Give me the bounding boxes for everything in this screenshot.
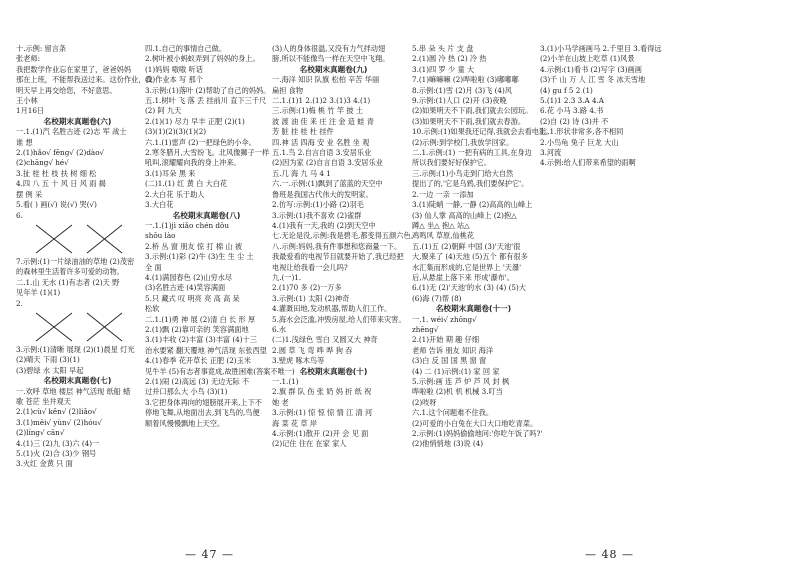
answer-line: 2.旗 群 队 伤 张 奶 妈 折 纸 祝 [272, 387, 372, 397]
matching-lines [32, 221, 127, 257]
answer-line: (3)千 山 万 人 江 雪 冬 冰天雪地 [540, 75, 646, 85]
answer-line: (二)1.(1) 红 黄 白 大白花 [145, 179, 228, 189]
answer-line: 5.海水会泛滥,冲毁房屋,给人们带来灾害。 [272, 314, 406, 324]
page-number-right: — 48 — [585, 548, 634, 561]
answer-line: 二.1.山 无水 (1)有志者 (2)天 野 [16, 277, 120, 287]
answer-line: 4.示例:给人们带来希望的雨啊 [540, 158, 636, 168]
answer-line: 2.(1)开始 期 趣 仔细 [412, 335, 480, 345]
answer-line: 6.水 [272, 324, 287, 334]
answer-line: 提出了的,'它是乌鸦,我们要保护它'。 [412, 179, 529, 189]
answer-line: 七.无论是没,示例:我是碧毛,都变得五颜六色。 [272, 231, 418, 241]
answer-line: (3)(1)(2)(3)(1)(2) [145, 127, 207, 137]
answer-line: 五.(1)五 (2)朝鲜 中国 (3)'天池'很 [412, 241, 521, 251]
answer-line: 歌 苍茫 坐井观天 [16, 396, 71, 406]
answer-line: 一.1.(1)jì xiǎo chén dǒu [145, 220, 229, 230]
answer-line: 那在上班，不能帮我送过来。这份作业，我 [16, 75, 153, 85]
answer-line: 4.(1)春季 花开草长 正肥 (2)玉米 [145, 356, 251, 366]
answer-line: 大,聚来了 (4)天池 (5)五个 都有很多 [412, 252, 528, 262]
answer-line: 后,从悬崖上落下来 形成'瀑布'。 [412, 272, 514, 282]
answer-line: 二.1.示例:(1) 一把有病的工具,在身边 [412, 148, 532, 158]
answer-line: (二)1.浅绿色 雪白 又圆又大 神奇 [272, 335, 378, 345]
answer-line: 5.只 藏式 叹 明亮 亮 高 高 呆 [145, 293, 240, 303]
answer-line: 6.花 小马 3.路 4.书 [540, 106, 604, 116]
answer-line: 王小林 [16, 96, 38, 106]
answer-line: 2.(1)70 多 (2)一万多 [272, 283, 342, 293]
answer-line: 3.示例:(1)彩 (2)牛 (3)生 生 尘 土 [145, 252, 254, 262]
answer-line: 2.桥 丛 窗 朋友 惊 打 棉 山 被 [145, 241, 243, 251]
answer-line: 明天早上再交给您，不好意思。 [16, 85, 117, 95]
answer-line: 全 面 [145, 262, 162, 272]
answer-line: 2.小鸟龟 兔子 巨龙 大山 [540, 137, 619, 147]
answer-line: 2.(1)(1) 尽力 早丰 正肥 (2)(1) [145, 116, 245, 126]
answer-line: 见牛羊 (5)有志者事竟成,故胜困难(答案不唯一) [145, 366, 295, 376]
answer-line: 5.示例:画 连 芦 炉 芦 风 封 枫 [412, 377, 510, 386]
answer-line: 4.(1)三 (2)九 (3)六 (4)一 [16, 438, 100, 448]
answer-line: (2)可爱的小白兔在大口大口地吃青菜。 [412, 418, 538, 428]
answer-line: 六.1.这个问题难不住我。 [412, 408, 494, 418]
answer-line: 五.1.树叶 飞 落 丢 挂前川 直下三千尺 [145, 96, 267, 106]
answer-line: 四.1.自己的事情自己做。 [145, 44, 227, 53]
answer-line: 五.几 海 九 马 4 1 [272, 168, 331, 178]
answer-line: 2.示例:(1)妈妈偷偷地问:'你吃午饭了吗?' [412, 429, 543, 439]
answer-line: 3.(1)小马学画画马 2.千里目 3.看得远 [540, 44, 662, 53]
answer-line: 一.海洋 知识 队旗 松柏 辛苦 华丽 [272, 75, 380, 85]
answer-line: 6. [16, 210, 23, 220]
answer-line: 2.一边 一亲 一添加 [412, 189, 474, 199]
answer-line: 3.(1)四 罗 少 童 大 [412, 64, 475, 74]
answer-line: 5.串 朵 头 片 支 盘 [412, 44, 474, 53]
answer-line: 4.示例:(1)散开 (2)开 会 见 面 [272, 429, 369, 439]
answer-line: (3)碧绿 水 太阳 早起 [16, 365, 84, 375]
answer-line: zhēng√ [412, 324, 439, 334]
answer-line: 10.示例:(1)如果我还记得,我就会去看电影。 [412, 127, 554, 137]
answer-line: (2)因为家 (2)自言自语 3.安居乐业 [272, 158, 383, 168]
answer-line: 水汇集而形成的,它是世界上 '天瀑' [412, 262, 522, 272]
answer-line: 三.示例:(1)梅 桃 竹 竿 披 土 [272, 106, 363, 116]
answer-line: 5.(1)1 2.3 3.A 4.A [540, 96, 604, 106]
answer-line: 2.仿写:示例:(1)小路 (2)羽毛 [272, 200, 364, 210]
answer-line: (2)记住 住在 在家 家人 [272, 439, 347, 449]
answer-line: 4.灌溉田地,发动机器,帮助人们工作。 [272, 304, 392, 314]
answer-line: (3) 仙人掌 高高的山峰上 (2)抱△ [412, 210, 517, 220]
answer-line: 鲁班是我国古代伟大的发明家。 [272, 189, 373, 199]
page-number-left: — 47 — [185, 548, 234, 561]
answer-line: 3.河流 [540, 148, 562, 158]
answer-line: 一.1. wéi√ zhōng√ [412, 314, 477, 324]
answer-line: 4.四 八 五 十 风 日 风 雨 揭 [16, 179, 106, 189]
answer-line: 五.1.鸟 2.自言自语 3.安居乐业 [272, 148, 372, 158]
section-title: 名校期末真题卷(六) [43, 116, 112, 126]
answer-line: 芳 脏 挂 桂 杜 挂件 [272, 127, 334, 137]
answer-line: 3.(1)耳朵 黑 来 [145, 168, 196, 178]
answer-line: 二.1.(1)1 2.(1)2 3.(1)3 4.(1) [272, 96, 371, 106]
answer-line: 一.1.(1) [272, 377, 299, 386]
answer-line: 3.火红 金黄 只 面 [16, 459, 73, 469]
answer-line: 九.(一)1. [272, 272, 302, 282]
matching-lines [32, 309, 127, 345]
answer-line: (6)海 (7)帮 (8) [412, 293, 462, 303]
section-title: 名校期末真题卷(十) [299, 366, 368, 376]
answer-line: 2.树叶被小蚂蚁弄到了妈妈的身上。 [145, 54, 260, 64]
answer-line: 摆 例 采 [16, 189, 43, 199]
section-title: 名校期末真题卷(七) [43, 376, 112, 386]
answer-line: 八.示例:妈妈,我有件事想和您商量一下。 [272, 241, 402, 251]
answer-line: 3.示例:(1)清晰 展现 (2)(1)晨星 灯光 [16, 344, 135, 354]
answer-line: 海 菜 花 草 岸 [272, 418, 318, 428]
answer-line: 4.(1)我有一天,我的 (2)到天空中 [272, 220, 376, 230]
section-title: 名校期末真题卷(九) [299, 64, 368, 74]
answer-line: 9.示例:(1)人口 (2)开 (3)夜晚 [412, 96, 507, 106]
answer-line: 过并口那么大 小鸟 (3)(1) [145, 387, 228, 397]
answer-line: (4) gu f 5 2 (1) [540, 85, 593, 95]
section-title: 名校期末真题卷(八) [172, 210, 241, 220]
answer-line: shǒu lào [145, 231, 176, 241]
answer-line: 7.(1)嘛嘛嘛 (2)哗啦啦 (3)嘟嘟嘟 [412, 75, 519, 85]
answer-line: 一.1.(1)汽 名胜古迹 (2)志 军 战士 [16, 127, 127, 137]
answer-line: 1月16日 [16, 106, 45, 116]
answer-line: (3)如果明天不下雨,我们就去春游。 [412, 116, 526, 126]
answer-line: 停地飞舞,从地面出去,到飞鸟的,鸟便 [145, 408, 260, 418]
answer-line: 2.圆 草 飞 弯 哗 哗 狗 吞 [272, 345, 353, 355]
answer-line: 顺着风慢慢飘地上天空。 [145, 418, 225, 428]
answer-line: 一.欢呼 草地 楼层 神气活现 纸船 蜡 [16, 386, 131, 396]
answer-line: (2)小羊在山坡上吃草 (1)风景 [540, 54, 635, 64]
answer-line: (3)人的身体很温,又没有力气拌动翅 [272, 44, 386, 53]
answer-line: 波 渡 油 佳 来 庄 注 金 造 蛙 青 [272, 116, 374, 126]
column-3 [272, 44, 418, 450]
answer-line: (2)示例:到学校门,我放学回家。 [412, 137, 514, 147]
answer-line: 3.它把身体再向的翅膀展开来,上下不 [145, 397, 262, 407]
answer-line: 3.壁虎 啄木鸟等 [272, 356, 325, 366]
answer-line: 她 老 [272, 397, 289, 407]
answer-line: (2)作业本 写 那个 [145, 75, 203, 85]
answer-line: 三.示例:(1)小鸟走到门给大自然 [412, 168, 514, 178]
answer-line: 鸡鸣风 草原,仙桃花 [412, 231, 475, 241]
answer-line: 见年羊 (1)(1) [16, 288, 61, 298]
answer-line: 5.看( ) 画(√) 说(√) 哭(√) [16, 200, 97, 210]
answer-line: 电视让给我看一会儿吗? [272, 262, 348, 272]
answer-line: 4.(1)满园春色 (2)山穷水尽 [145, 272, 233, 282]
answer-line: 谁 想 [16, 137, 33, 147]
answer-line: 2.(1)cù√ kěn√ (2)liǎo√ [16, 407, 97, 417]
answer-line: 2.(1)飘 (2)靠可亲的 笑容满面地 [145, 324, 249, 334]
answer-line: 张老师: [16, 54, 40, 64]
answer-line: (3)白 反 国 国 黑 窗 窗 [412, 356, 487, 366]
answer-line: (2)líng√ cān√ [16, 428, 65, 438]
answer-line: 松软 [145, 304, 160, 314]
page-48 [400, 0, 800, 574]
answer-line: (2)如果明天不下雨,我们就去公园玩。 [412, 106, 533, 116]
answer-line: 3.(1)měi√ yùn√ (2)hóu√ [16, 417, 102, 427]
answer-line: 2.(1)闹 (2)高远 (3) 无边无际 不 [145, 377, 250, 386]
answer-line: 2.大白花 乐于助人 [145, 189, 205, 199]
answer-line: 3.扯 桂 杜 枝 扶 树 细 松 [16, 168, 97, 178]
answer-line: 膀,所以不能像鸟一样在天空中飞翔。 [272, 54, 390, 64]
section-title: 名校期末真题卷(十一) [435, 304, 512, 314]
answer-line: 4.示例:(1)看书 (2)写字 (3)画画 [540, 64, 642, 74]
answer-line: (2)自 (2) 诗 (3)并 不 [540, 116, 609, 126]
answer-line: (2)chāng√ hé√ [16, 158, 69, 168]
answer-line: 所以我们要好好保护它。 [412, 158, 492, 168]
column-2 [540, 44, 663, 169]
answer-line: 5.(1)火 (2)合 (3)少 钢号 [16, 449, 97, 458]
answer-line: 七.1.形状非常多,各不相同 [540, 127, 624, 137]
answer-line: 7.示例:(1)一片绿油油的草地 (2)茂密 [16, 256, 135, 266]
answer-line: (2)吱呀 [412, 397, 437, 407]
answer-line: 二.1.(1)勇 神 展 (2)清 白 长 形 厚 [145, 314, 256, 324]
answer-line: 3.示例:(1) 太阳 (2)神奇 [272, 293, 350, 303]
answer-line: 六.一.示例:(1)飘到了蓝蓝的天空中 [272, 179, 383, 189]
answer-line: 3.(1)丰收 (2)丰富 (3)丰富 (4)十三 [145, 335, 257, 345]
answer-line: (3)名胜古迹 (4)笑容满面 [145, 283, 226, 293]
answer-line: 十.示例: 留言条 [16, 44, 67, 53]
answer-line: 3.示例:(1)落叶 (2)帮助了自己的妈妈。 [145, 85, 271, 95]
answer-line: 四.神 活 四海 安 业 名胜 坐 观 [272, 137, 370, 147]
answer-line: 2.(1)圆 冷 热 (2) 冷 热 [412, 54, 487, 64]
answer-line: 2. [16, 298, 23, 308]
answer-line: 3.大白花 [145, 200, 174, 210]
answer-line: 6.(1)无 (2)'天池'的水 (3) (4) (5)大 [412, 283, 526, 293]
answer-line: 的森林里生活着许多可爱的动物。 [16, 267, 124, 277]
answer-line: 六.1.(1)雷声 (2)一把绿色的小伞。 [145, 137, 256, 147]
answer-line: 我把数学作业忘在家里了，爸爸妈妈 [16, 64, 132, 74]
answer-line: 2.(1)hǎo√ fēng√ (2)dào√ [16, 148, 105, 158]
answer-line: 蹲△ 坐△ 抱△ 站△ [412, 220, 470, 230]
answer-line: (2) 阿 九天 [145, 106, 182, 116]
answer-line: (2)晴天 下雨 (3)(1) [16, 355, 80, 365]
answer-line: 哗啦啦 (2)机 机 机械 3.叮当 [412, 387, 503, 397]
answer-line: 3.示例:(1) 惊 惊 惊 情 江 清 河 [272, 408, 373, 418]
answer-line: 我最爱看的电视节目就要开始了,我已经把 [272, 252, 404, 262]
answer-line: 治水要紧 翻天覆地 神气活现 东张西望 [145, 345, 267, 355]
answer-line: 2.寒冬腊月,大雪纷飞。北风像狮子一样 [145, 148, 270, 158]
answer-line: (2)他悄悄地 (3)说 (4) [412, 439, 484, 449]
answer-line: 老师 告诉 朋友 知识 海洋 [412, 345, 494, 355]
answer-line: (1)妈妈 嗷嗷 听话 [145, 64, 203, 74]
answer-line: 8.示例:(1)雪 (2)月 (3)飞 (4)风 [412, 85, 512, 95]
answer-line: 扁担 食物 [272, 85, 304, 95]
answer-line: 3.(1)陡峭 一静,一静 (2)高高的山峰上 [412, 200, 533, 210]
answer-line: 吼叫,滚耀耀向我的身上冲来。 [145, 158, 241, 168]
answer-line: 3.示例:(1)我不喜欢 (2)雀群 [272, 210, 362, 220]
answer-line: (4) 二 (1)示例:(1) 家 回 家 [412, 366, 500, 376]
